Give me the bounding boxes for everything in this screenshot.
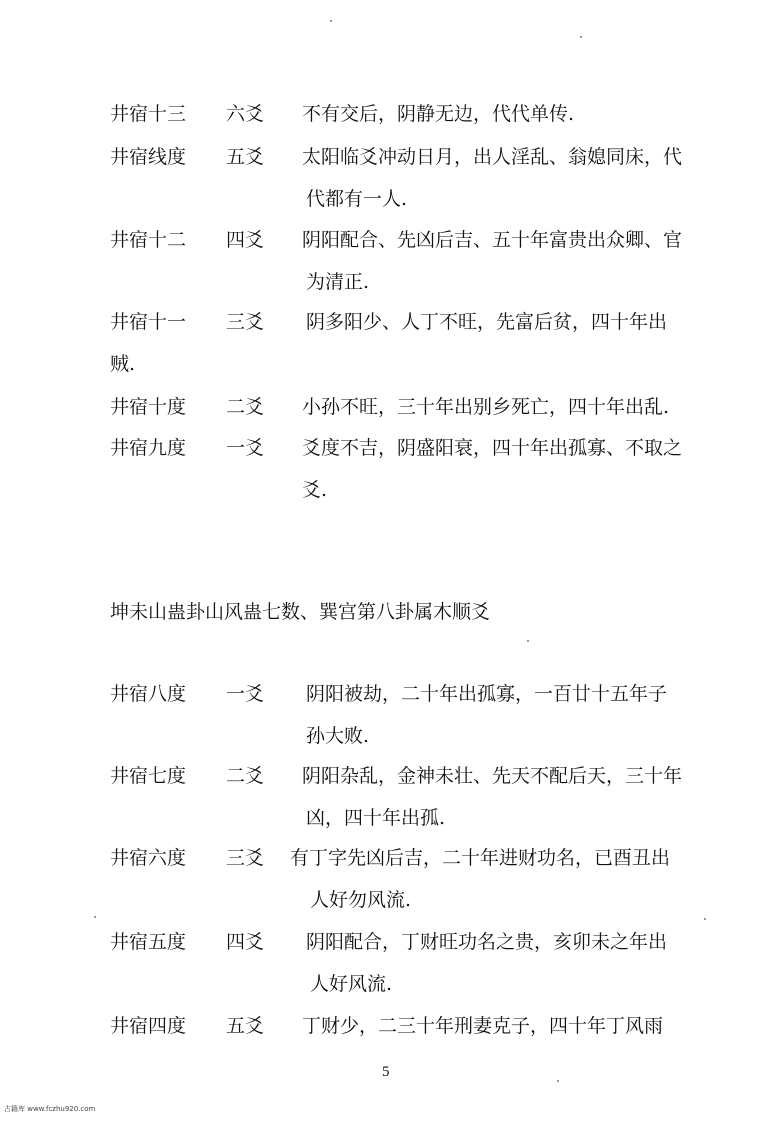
entry-text-continued: 贼. (110, 353, 136, 375)
entry-yao: 五爻 (226, 1015, 265, 1037)
entry-yao: 二爻 (226, 765, 265, 787)
scan-speck (580, 36, 582, 38)
entry-row (0, 145, 778, 210)
entry-yao: 三爻 (226, 847, 265, 869)
entry-text: 阴阳被劫，二十年出孤寡，一百廿十五年子 (306, 683, 668, 705)
entry-name: 井宿十二 (110, 229, 187, 251)
source-watermark: 古籍库 www.fczhu920.com (4, 1105, 96, 1113)
entry-name: 井宿线度 (110, 146, 187, 168)
entry-row (0, 310, 778, 375)
entry-name: 井宿十三 (110, 103, 187, 125)
entry-yao: 五爻 (226, 146, 265, 168)
entry-row (0, 436, 778, 501)
entry-yao: 一爻 (226, 437, 265, 459)
entry-name: 井宿六度 (110, 847, 187, 869)
entry-name: 井宿四度 (110, 1015, 187, 1037)
section-heading: 坤未山蛊卦山风蛊七数、巽宫第八卦属木顺爻 (110, 601, 491, 623)
entry-text-continued: 为清正. (306, 271, 370, 293)
entry-row (0, 846, 778, 911)
entry-name: 井宿五度 (110, 931, 187, 953)
entry-text-continued: 人好勿风流. (310, 889, 412, 911)
scan-speck (527, 640, 529, 642)
entry-text: 不有交后，阴静无边，代代单传. (302, 103, 575, 125)
entry-text: 爻度不吉，阴盛阳衰，四十年出孤寡、不取之 (302, 437, 683, 459)
entry-text: 丁财少，二三十年刑妻克子，四十年丁风雨 (302, 1015, 664, 1037)
entry-text: 阴阳配合、先凶后吉、五十年富贵出众卿、官 (302, 229, 683, 251)
entry-yao: 二爻 (226, 396, 265, 418)
entry-text-continued: 凶，四十年出孤. (306, 807, 446, 829)
entry-text: 小孙不旺，三十年出别乡死亡，四十年出乱. (302, 396, 670, 418)
entry-name: 井宿十度 (110, 396, 187, 418)
entry-row (0, 228, 778, 293)
entry-name: 井宿八度 (110, 683, 187, 705)
entry-text: 阴多阳少、人丁不旺，先富后贫，四十年出 (306, 311, 668, 333)
entry-name: 井宿十一 (110, 311, 187, 333)
entry-row (0, 682, 778, 747)
entry-yao: 三爻 (226, 311, 265, 333)
scan-speck (94, 916, 96, 918)
entry-text: 阴阳配合，丁财旺功名之贵，亥卯未之年出 (306, 931, 668, 953)
scan-speck (557, 1080, 559, 1082)
entry-name: 井宿七度 (110, 765, 187, 787)
entry-text: 太阳临爻冲动日月，出人淫乱、翁媳同床，代 (302, 146, 683, 168)
entry-text-continued: 孙大败. (306, 725, 370, 747)
entry-row (0, 764, 778, 829)
entry-name: 井宿九度 (110, 437, 187, 459)
entry-yao: 一爻 (226, 683, 265, 705)
entry-row (0, 930, 778, 995)
entry-text-continued: 人好风流. (310, 973, 393, 995)
entry-yao: 四爻 (226, 931, 265, 953)
entry-text-continued: 爻. (302, 479, 328, 501)
entry-yao: 四爻 (226, 229, 265, 251)
scan-speck (704, 918, 706, 920)
entry-row (0, 102, 778, 142)
entry-yao: 六爻 (226, 103, 265, 125)
entry-row (0, 395, 778, 435)
scan-speck (330, 20, 332, 22)
entry-text: 阴阳杂乱，金神未壮、先天不配后天，三十年 (302, 765, 683, 787)
entry-text-continued: 代都有一人. (306, 188, 408, 210)
entry-row (0, 1014, 778, 1054)
page-number: 5 (382, 1064, 390, 1080)
entry-text: 有丁字先凶后吉，二十年进财功名，已酉丑出 (290, 847, 671, 869)
